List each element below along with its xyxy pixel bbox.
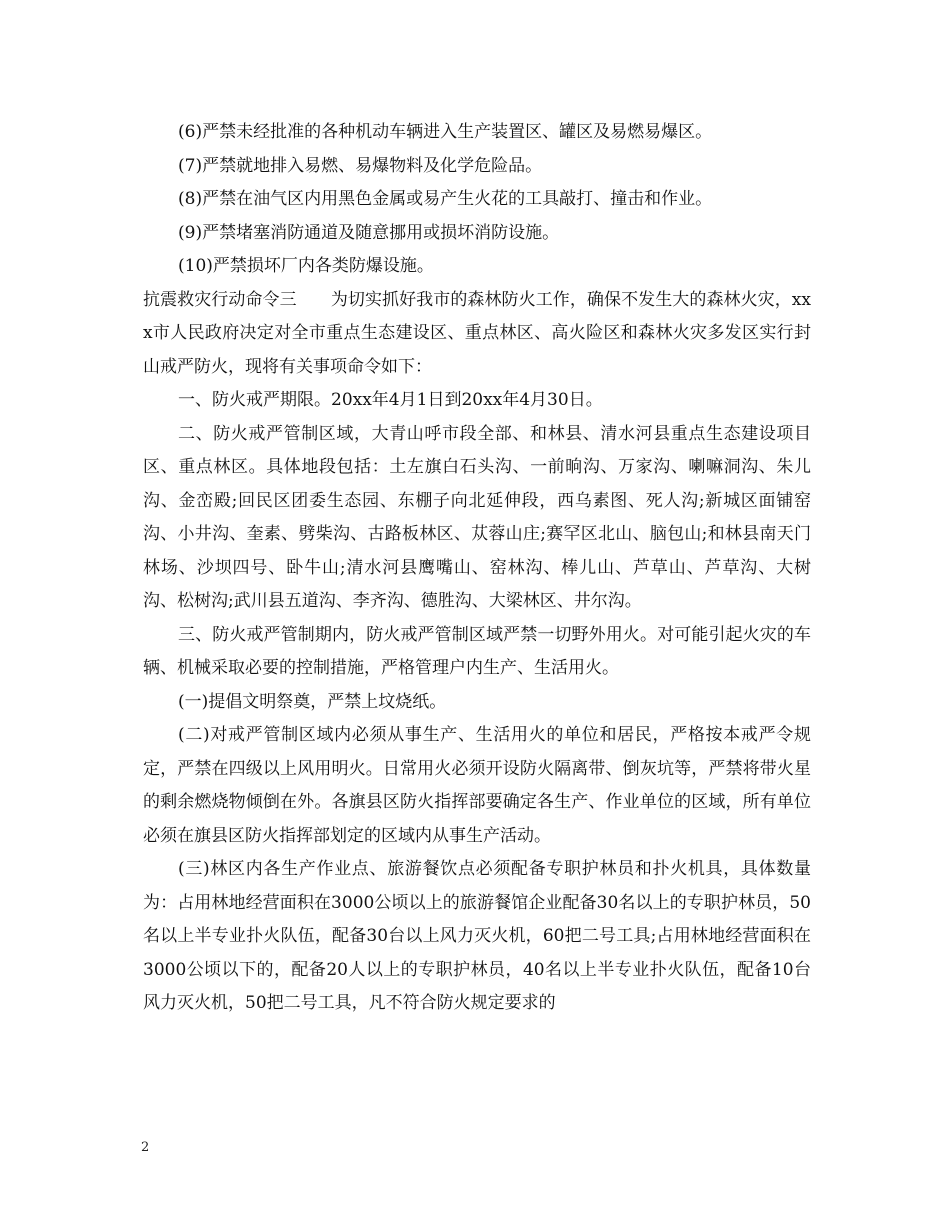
document-body	[143, 116, 811, 1021]
paragraph-7: 一、防火戒严期限。20xx年4月1日到20xx年4月30日。	[178, 390, 603, 410]
paragraph-8: 二、防火戒严管制区域，大青山呼市段全部、和林县、清水河县重点生态建设项目区、重点林区。具体地段包括：土左旗白石头沟、一前晌沟、万家沟、喇嘛洞沟、朱儿沟、金峦殿;回民区团委生态园、东棚子向北延伸段，西乌素图、死人沟;新城区面铺窑沟、小井沟、奎素、劈柴沟、古路板林区、苁蓉山庄;赛罕区北山、脑包山;和林县南天门林场、沙坝四号、卧牛山;清水河县鹰嘴山、窑林沟、棒儿山、芦草山、芦草沟、大树沟、松树沟;武川县五道沟、李齐沟、德胜沟、大梁林区、井尔沟。	[143, 423, 811, 611]
paragraph-4: (9)严禁堵塞消防通道及随意挪用或损坏消防设施。	[178, 222, 560, 243]
paragraph-1: (6)严禁未经批准的各种机动车辆进入生产装置区、罐区及易燃易爆区。	[178, 122, 713, 142]
paragraph-11: (二)对戒严管制区域内必须从事生产、生活用火的单位和居民，严格按本戒严令规定，严禁在四级以上风用明火。日常用火必须开设防火隔离带、倒灰坑等，严禁将带火星的剩余燃烧物倾倒在外。各旗县区防火指挥部要确定各生产、作业单位的区域，所有单位必须在旗县区防火指挥部划定的区域内从事生产活动。	[143, 725, 811, 846]
paragraph-9: 三、防火戒严管制期内，防火戒严管制区域严禁一切野外用火。对可能引起火灾的车辆、机械采取必要的控制措施，严格管理户内生产、生活用火。	[143, 624, 811, 678]
page-number: 2	[141, 1140, 150, 1155]
paragraph-10: (一)提倡文明祭奠，严禁上坟烧纸。	[178, 691, 447, 712]
paragraph-6: 抗震救灾行动命令三 为切实抓好我市的森林防火工作，确保不发生大的森林火灾，xxx市人民政府决定对全市重点生态建设区、重点林区、高火险区和森林火灾多发区实行封山戒严防火，现将有关事项命令如下：	[143, 289, 811, 377]
paragraph-3: (8)严禁在油气区内用黑色金属或易产生火花的工具敲打、撞击和作业。	[178, 189, 713, 209]
paragraph-2: (7)严禁就地排入易燃、易爆物料及化学危险品。	[178, 155, 543, 176]
paragraph-5: (10)严禁损坏厂内各类防爆设施。	[178, 256, 434, 276]
paragraph-12: (三)林区内各生产作业点、旅游餐饮点必须配备专职护林员和扑火机具，具体数量为：占用林地经营面积在3000公顷以上的旅游餐馆企业配备30名以上的专职护林员，50名以上半专业扑火队伍，配备30台以上风力灭火机，60把二号工具;占用林地经营面积在3000公顷以下的，配备20人以上的专职护林员，40名以上半专业扑火队伍，配备10台风力灭火机，50把二号工具，凡不符合防火规定要求的	[143, 859, 811, 1013]
